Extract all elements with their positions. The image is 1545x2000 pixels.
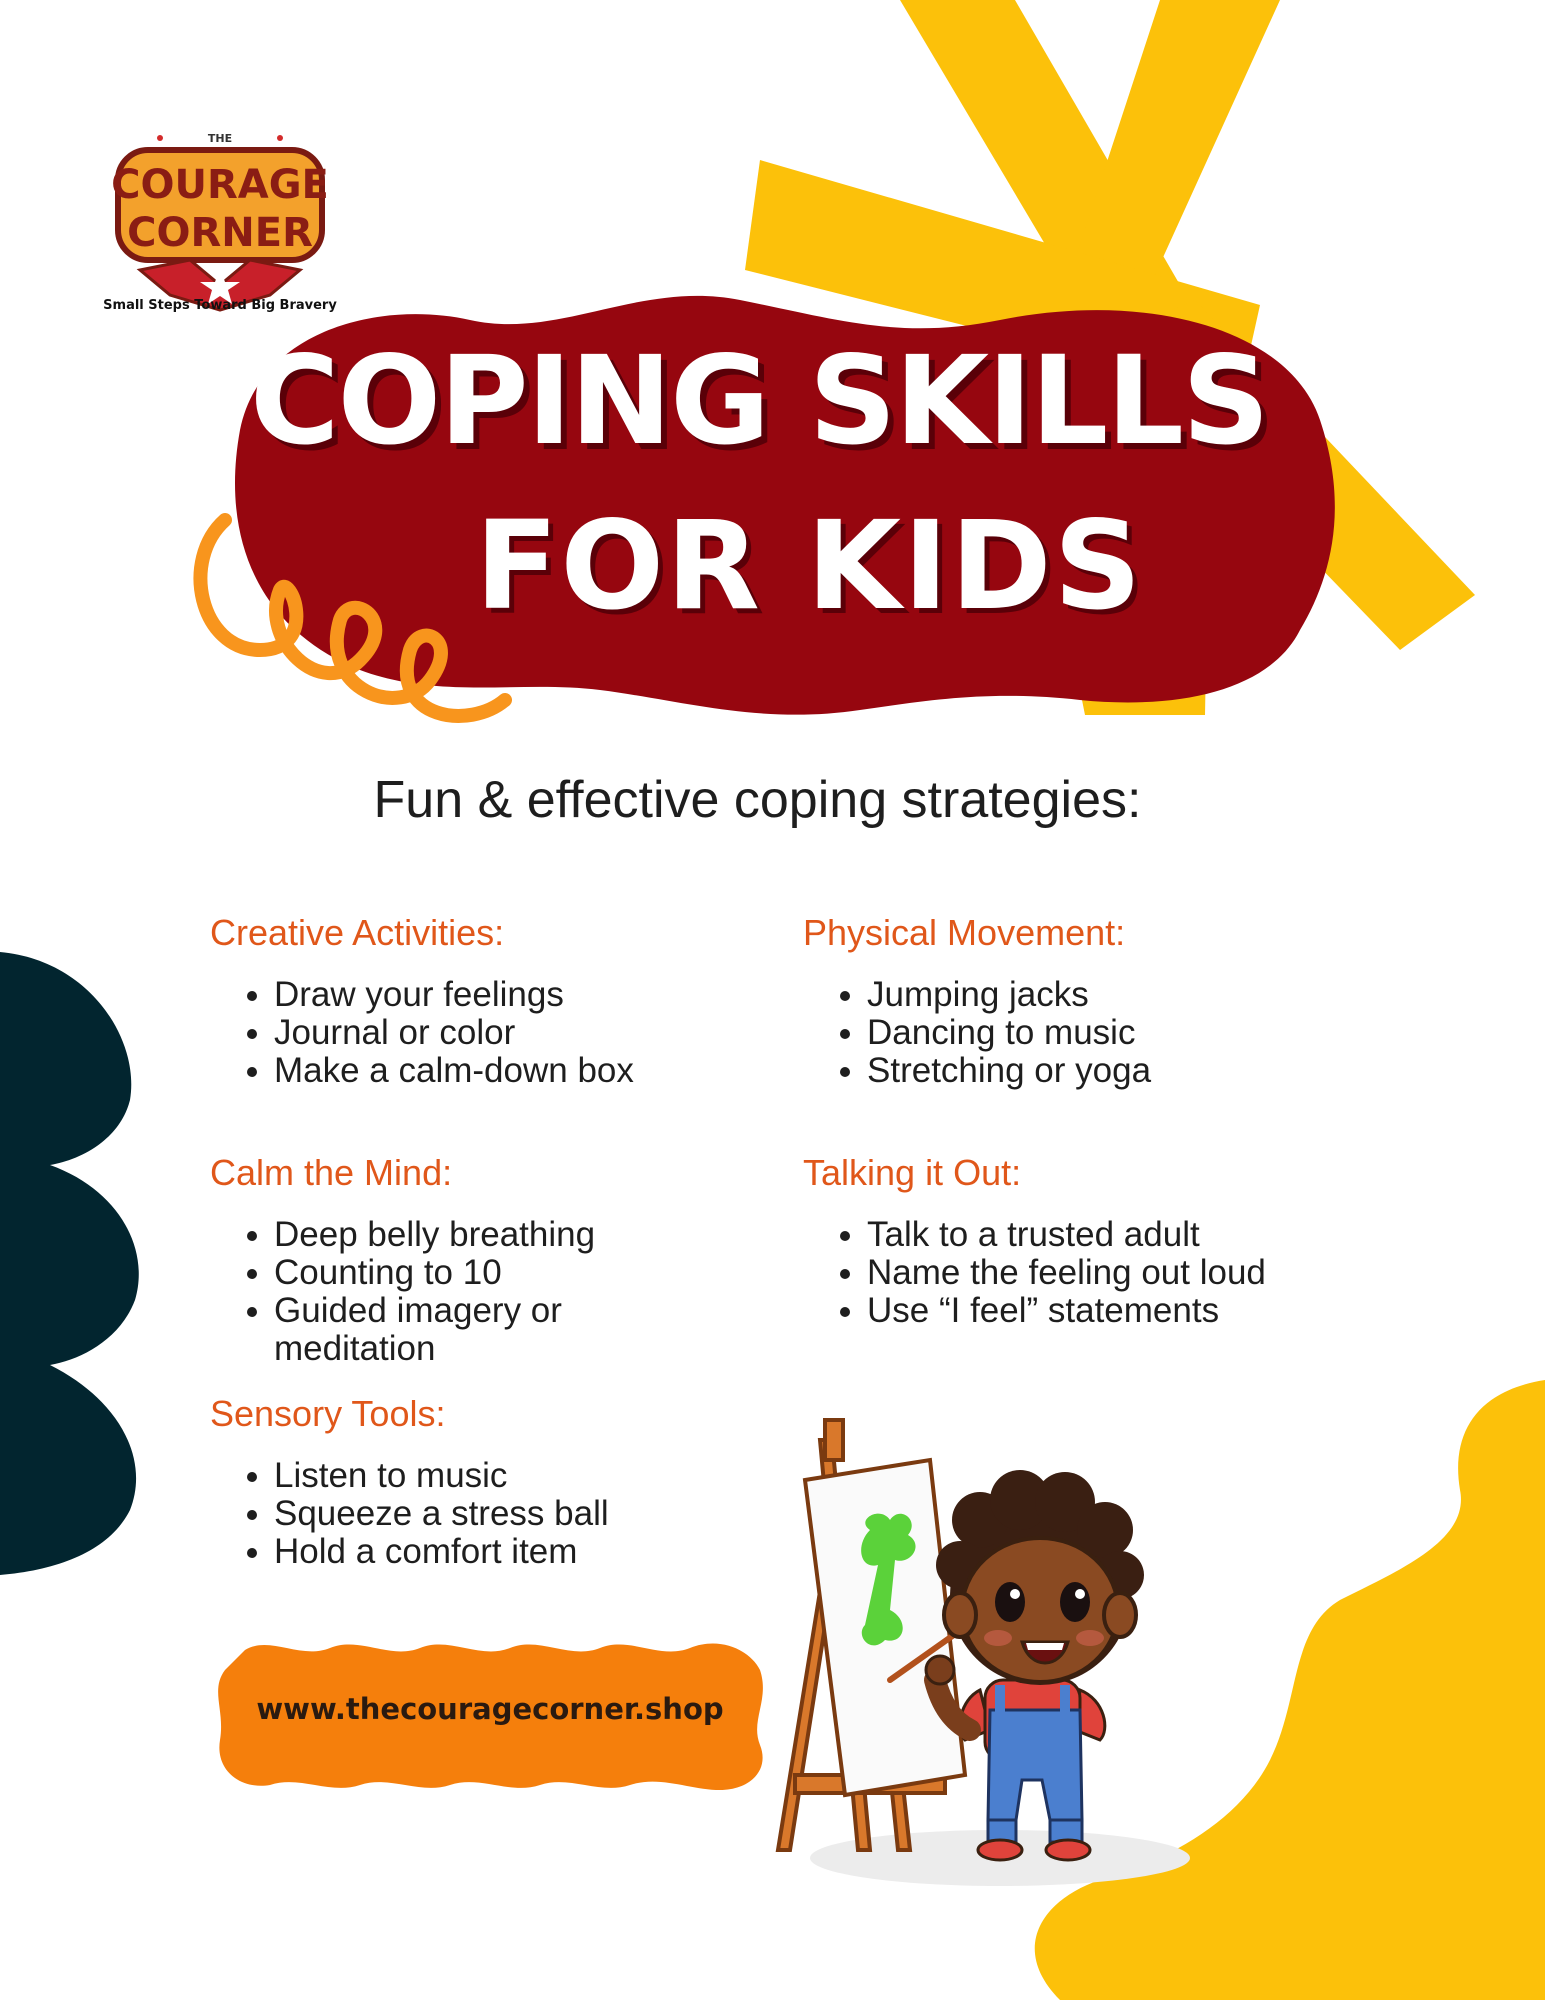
logo-line2: CORNER (127, 210, 313, 256)
section-heading: Calm the Mind: (210, 1152, 453, 1193)
website-link[interactable]: www.thecouragecorner.shop (256, 1692, 724, 1726)
section-heading: Talking it Out: (803, 1152, 1022, 1193)
section-calm-the-mind (210, 1152, 630, 1368)
title-line-1: COPING SKILLS (250, 330, 1268, 472)
list-item: • Listen to music (274, 1457, 770, 1495)
section-heading: Sensory Tools: (210, 1393, 446, 1434)
list-item: • Make a calm-down box (274, 1052, 770, 1090)
section-talking-it-out (803, 1152, 1363, 1330)
section-heading: Creative Activities: (210, 912, 505, 953)
list-item: • Counting to 10 (274, 1254, 630, 1292)
section-heading: Physical Movement: (803, 912, 1126, 953)
list-item: • Deep belly breathing (274, 1216, 630, 1254)
list-item: • Squeeze a stress ball (274, 1495, 770, 1533)
logo-tagline: Small Steps Toward Big Bravery (103, 298, 337, 313)
section-physical-movement (803, 912, 1363, 1090)
section-creative-activities (210, 912, 770, 1090)
list-item: • Guided imagery or meditation (274, 1292, 630, 1368)
list-item: • Draw your feelings (274, 976, 770, 1014)
subtitle: Fun & effective coping strategies: (373, 771, 1142, 829)
kid-painting-illustration-icon (760, 1380, 1210, 1890)
logo-the: THE (207, 132, 233, 145)
list-item: • Jumping jacks (867, 976, 1363, 1014)
title-line-2: FOR KIDS (475, 495, 1144, 637)
list-item: • Stretching or yoga (867, 1052, 1363, 1090)
list-item: • Journal or color (274, 1014, 770, 1052)
navy-wave (0, 952, 139, 1575)
section-sensory-tools (210, 1393, 770, 1571)
list-item: • Use “I feel” statements (867, 1292, 1363, 1330)
logo-line1: COURAGE (111, 162, 329, 208)
list-item: • Hold a comfort item (274, 1533, 770, 1571)
list-item: • Dancing to music (867, 1014, 1363, 1052)
list-item: • Talk to a trusted adult (867, 1216, 1363, 1254)
list-item: • Name the feeling out loud (867, 1254, 1363, 1292)
